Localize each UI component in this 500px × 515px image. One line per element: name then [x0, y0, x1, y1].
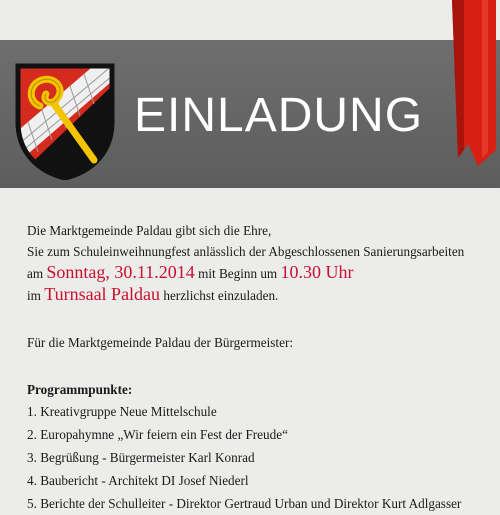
page-title: EINLADUNG [134, 89, 424, 142]
event-time: 10.30 Uhr [280, 262, 354, 282]
venue-suffix: herzlichst einzuladen. [163, 288, 279, 303]
program-item: 1. Kreativgruppe Neue Mittelschule [27, 404, 217, 419]
program-item: 3. Begrüßung - Bürgermeister Karl Konrad [27, 450, 255, 465]
event-date: Sonntag, 30.11.2014 [46, 262, 195, 282]
program-item: 5. Berichte der Schulleiter - Direktor Gertraud Urban und Direktor Kurt Adlgasser [27, 496, 462, 511]
intro-line-1: Die Marktgemeinde Paldau gibt sich die Ehre, [27, 223, 272, 238]
venue-prefix: im [27, 288, 41, 303]
intro-line-2: Sie zum Schuleinweihnungfest anlässlich der Abgeschlossenen Sanierungsarbeiten [27, 244, 465, 259]
time-prefix: mit Beginn um [198, 266, 278, 281]
program-item: 2. Europahymne „Wir feiern ein Fest der Freude“ [27, 427, 288, 442]
program-item: 4. Baubericht - Architekt DI Josef Niederl [27, 473, 249, 488]
venue-line [27, 284, 497, 306]
program-list [27, 400, 497, 515]
program-title: Programmpunkte: [27, 382, 133, 397]
event-venue: Turnsaal Paldau [44, 284, 161, 304]
date-prefix: am [27, 266, 44, 281]
invitation-body [27, 220, 497, 515]
ribbon-icon [438, 0, 500, 168]
coat-of-arms-icon [14, 62, 116, 180]
date-time-line [27, 262, 497, 284]
signoff-line: Für die Marktgemeinde Paldau der Bürgermeister: [27, 335, 293, 350]
